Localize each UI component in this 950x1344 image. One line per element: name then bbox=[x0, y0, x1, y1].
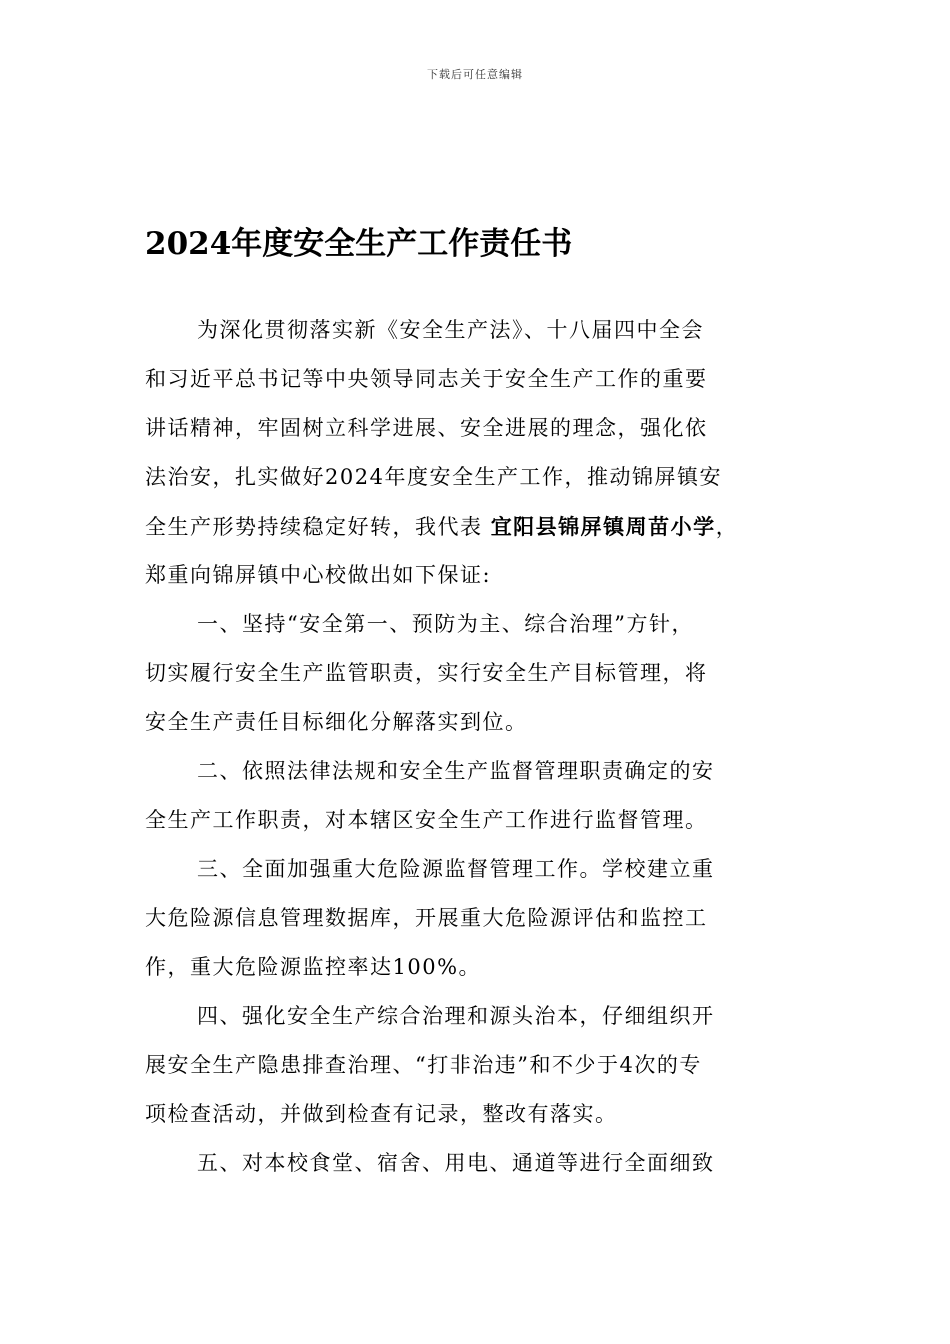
paragraph-line bbox=[145, 502, 805, 551]
school-name: 宜阳县锦屏镇周苗小学 bbox=[490, 514, 716, 539]
paragraph-line: 安全生产责任目标细化分解落实到位。 bbox=[145, 710, 528, 734]
document-title: 2024年度安全生产工作责任书 bbox=[145, 226, 573, 262]
paragraph-line: 作，重大危险源监控率达100%。 bbox=[145, 955, 482, 979]
header-note: 下载后可任意编辑 bbox=[427, 68, 523, 81]
paragraph-line: 法治安，扎实做好2024年度安全生产工作，推动锦屏镇安 bbox=[145, 465, 722, 489]
paragraph-line: 项检查活动，并做到检查有记录，整改有落实。 bbox=[145, 1102, 618, 1126]
paragraph-text: ， bbox=[715, 515, 739, 539]
paragraph-line: 讲话精神，牢固树立科学进展、安全进展的理念，强化依 bbox=[145, 416, 708, 440]
paragraph-line: 二、依照法律法规和安全生产监督管理职责确定的安 bbox=[197, 759, 715, 783]
paragraph-text: 全生产形势持续稳定好转，我代表 bbox=[145, 515, 491, 539]
paragraph-line: 一、坚持“安全第一、预防为主、综合治理”方针， bbox=[197, 612, 694, 636]
paragraph-line: 为深化贯彻落实新《安全生产法》、十八届四中全会 bbox=[197, 318, 704, 342]
document-body bbox=[145, 306, 805, 1188]
paragraph-line: 四、强化安全生产综合治理和源头治本，仔细组织开 bbox=[197, 1004, 715, 1028]
paragraph-line: 大危险源信息管理数据库，开展重大危险源评估和监控工 bbox=[145, 906, 708, 930]
paragraph-line: 切实履行安全生产监管职责，实行安全生产目标管理，将 bbox=[145, 661, 708, 685]
paragraph-line: 五、对本校食堂、宿舍、用电、通道等进行全面细致 bbox=[197, 1151, 715, 1175]
paragraph-line: 全生产工作职责，对本辖区安全生产工作进行监督管理。 bbox=[145, 808, 708, 832]
paragraph-line: 三、全面加强重大危险源监督管理工作。学校建立重 bbox=[197, 857, 715, 881]
paragraph-line: 和习近平总书记等中央领导同志关于安全生产工作的重要 bbox=[145, 367, 708, 391]
paragraph-line: 郑重向锦屏镇中心校做出如下保证: bbox=[145, 563, 492, 587]
paragraph-line: 展安全生产隐患排查治理、“打非治违”和不少于4次的专 bbox=[145, 1053, 702, 1077]
